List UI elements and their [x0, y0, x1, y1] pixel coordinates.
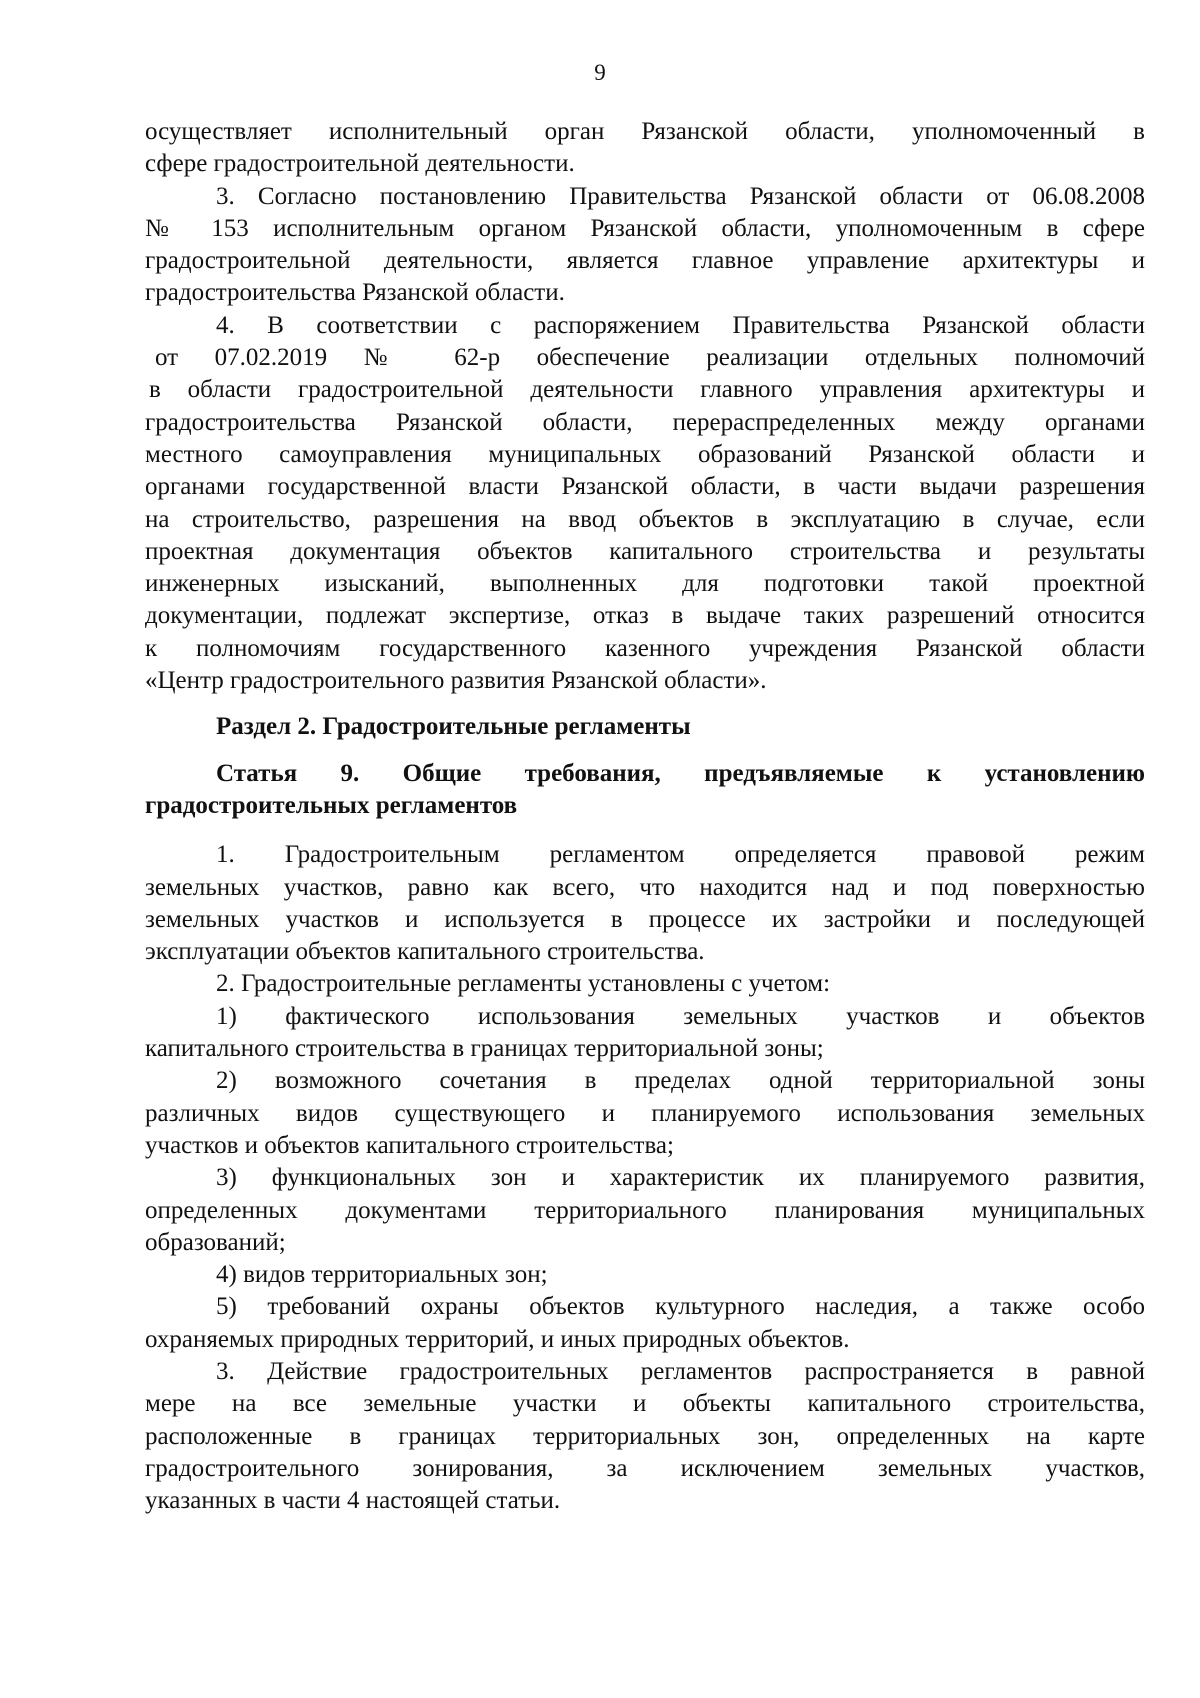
text-line: 4) видов территориальных зон; — [216, 1261, 548, 1289]
list-item — [145, 1162, 1145, 1259]
text-line: инженерных изысканий, выполненных для подготовки такой проектной — [145, 570, 1145, 598]
page-number: 9 — [594, 60, 606, 85]
text-line: 5) требований охраны объектов культурного наследия, а также особо — [216, 1293, 1145, 1321]
text-line: 3. Действие градостроительных регламентов распространяется в равной — [216, 1357, 1145, 1385]
article-paragraph-2 — [145, 968, 1145, 1000]
text-line: градостроительства Рязанской области. — [145, 279, 565, 307]
text-line: определенных документами территориального планирования муниципальных — [145, 1196, 1145, 1224]
text-line: эксплуатации объектов капитального строительства. — [145, 938, 705, 966]
text-line: 4. В соответствии с распоряжением Правительства Рязанской области — [216, 311, 1145, 339]
text-line: органами государственной власти Рязанской области, в части выдачи разрешения — [145, 473, 1145, 501]
text-line: градостроительства Рязанской области, перераспределенных между органами — [145, 408, 1145, 436]
text-line: охраняемых природных территорий, и иных природных объектов. — [145, 1325, 850, 1353]
article-paragraph-1 — [145, 839, 1145, 968]
paragraph-item-4 — [145, 310, 1145, 698]
text-line: градостроительной деятельности, является главное управление архитектуры и — [145, 247, 1145, 275]
heading-line: Статья 9. Общие требования, предъявляемые к установлению — [216, 759, 1145, 787]
text-line: расположенные в границах территориальных зон, определенных на карте — [145, 1422, 1145, 1450]
text-line: 2. Градостроительные регламенты установлены с учетом: — [216, 970, 831, 998]
text-line: сфере градостроительной деятельности. — [145, 150, 575, 178]
section-heading: Раздел 2. Градостроительные регламенты — [216, 713, 691, 741]
paragraph-item-3 — [145, 181, 1145, 310]
text-line: 3. Согласно постановлению Правительства Рязанской области от 06.08.2008 — [216, 182, 1145, 210]
text-line: 2) возможного сочетания в пределах одной территориальной зоны — [216, 1067, 1145, 1095]
heading-line: градостроительных регламентов — [145, 791, 518, 819]
text-line: земельных участков, равно как всего, что находится над и под поверхностью — [145, 873, 1145, 901]
text-line: к полномочиям государственного казенного учреждения Рязанской области — [145, 634, 1145, 662]
list-item — [145, 1291, 1145, 1356]
text-line: 1) фактического использования земельных участков и объектов — [216, 1002, 1145, 1030]
text-line: указанных в части 4 настоящей статьи. — [145, 1487, 561, 1515]
article-heading — [145, 758, 1145, 823]
text-line: осуществляет исполнительный орган Рязанской области, уполномоченный в — [145, 118, 1145, 145]
text-line: на строительство, разрешения на ввод объектов в эксплуатацию в случае, если — [145, 505, 1145, 533]
text-line: № 153 исполнительным органом Рязанской области, уполномоченным в сфере — [145, 214, 1145, 242]
document-body — [145, 116, 1145, 1517]
text-line: документации, подлежат экспертизе, отказ в выдаче таких разрешений относится — [145, 602, 1145, 630]
text-line: проектная документация объектов капитального строительства и результаты — [145, 537, 1145, 565]
spacer — [145, 744, 1145, 758]
spacer — [145, 822, 1145, 839]
text-line: от 07.02.2019 № 62-р обеспечение реализации отдельных полномочий — [155, 344, 1145, 372]
text-line: капитального строительства в границах территориальной зоны; — [145, 1035, 824, 1063]
text-line: 1. Градостроительным регламентом определяется правовой режим — [216, 841, 1145, 869]
list-item — [145, 1259, 1145, 1291]
text-line: 3) функциональных зон и характеристик их планируемого развития, — [216, 1164, 1145, 1192]
text-line: местного самоуправления муниципальных образований Рязанской области и — [145, 440, 1145, 468]
article-paragraph-3 — [145, 1356, 1145, 1517]
text-line: различных видов существующего и планируемого использования земельных — [145, 1099, 1145, 1127]
paragraph-continuation — [145, 116, 1145, 181]
list-item — [145, 1065, 1145, 1162]
spacer — [145, 697, 1145, 711]
text-line: участков и объектов капитального строительства; — [145, 1131, 674, 1159]
text-line: градостроительного зонирования, за исключением земельных участков, — [145, 1454, 1145, 1482]
text-line: земельных участков и используется в процессе их застройки и последующей — [145, 905, 1145, 933]
text-line: в области градостроительной деятельности главного управления архитектуры и — [149, 376, 1145, 404]
text-line: образований; — [145, 1228, 286, 1256]
text-line: «Центр градостроительного развития Рязанской области». — [145, 667, 767, 695]
list-item — [145, 1001, 1145, 1066]
text-line: мере на все земельные участки и объекты капитального строительства, — [145, 1390, 1145, 1418]
